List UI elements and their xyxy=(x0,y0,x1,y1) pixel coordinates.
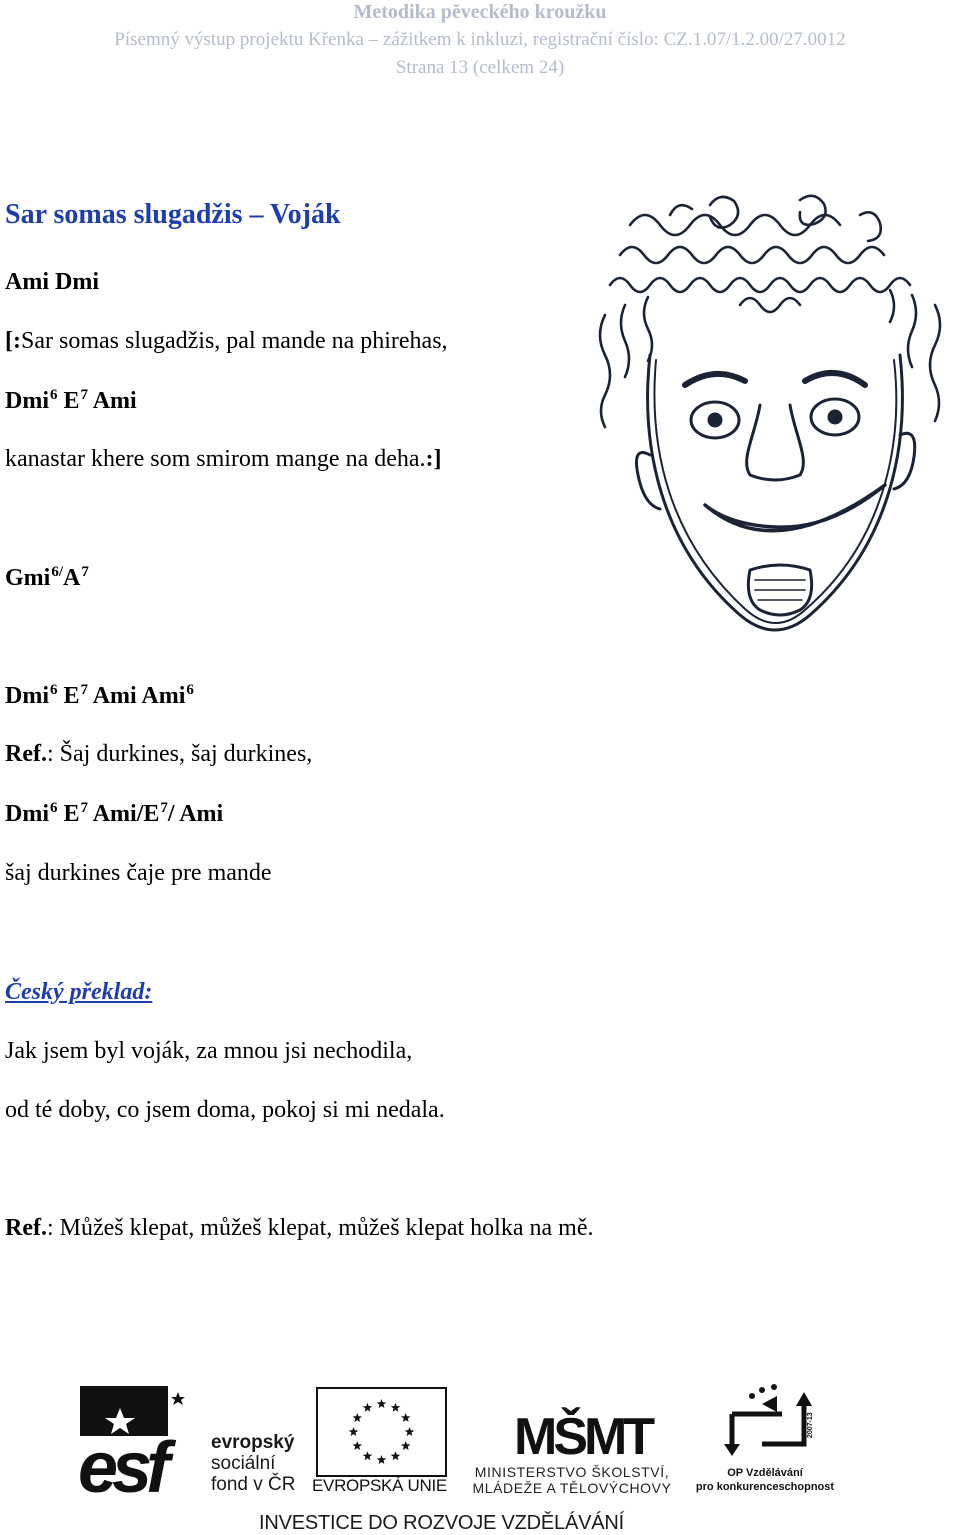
msmt-label xyxy=(456,1464,688,1496)
op-year: 2007-13 xyxy=(807,1412,814,1438)
esf-mark: esf xyxy=(78,1428,165,1508)
refrain-text-1: : Šaj durkines, šaj durkines, xyxy=(46,741,313,767)
translation-heading: Český překlad: xyxy=(5,979,153,1005)
eu-star-icon xyxy=(401,1413,411,1422)
chord-sup: 7 xyxy=(81,564,89,580)
chord-line-2 xyxy=(5,388,137,413)
op-line2: pro konkurenceschopnost xyxy=(695,1481,835,1493)
esf-line2: sociální xyxy=(211,1453,276,1474)
chord-sup: 6/ xyxy=(51,564,63,580)
msmt-line2: MLÁDEŽE A TĚLOVÝCHOVY xyxy=(472,1480,672,1496)
chord: E xyxy=(63,683,80,709)
chord-sup: 7 xyxy=(160,800,168,816)
translation-line-2: od té doby, co jsem doma, pokoj si mi nedala. xyxy=(5,1097,445,1123)
chord: Ami/E xyxy=(92,801,160,827)
chord-line-4 xyxy=(5,683,194,708)
msmt-mark: MŠMT xyxy=(514,1408,652,1466)
msmt-logo-icon xyxy=(512,1384,652,1466)
eu-star-icon xyxy=(391,1403,401,1412)
refrain-line-2: šaj durkines čaje pre mande xyxy=(5,860,272,886)
chord-sup: 6 xyxy=(186,682,194,698)
translation-refrain xyxy=(5,1216,593,1240)
chord-sup: 6 xyxy=(50,387,58,403)
face-drawing-icon xyxy=(590,185,955,655)
chord-sup: 6 xyxy=(50,800,58,816)
esf-logo-icon xyxy=(78,1386,210,1508)
chord: A xyxy=(63,565,81,591)
verse-text-1: Sar somas slugadžis, pal mande na phirehas, xyxy=(20,328,448,354)
eu-star-icon xyxy=(353,1441,363,1450)
chord-line-3 xyxy=(5,565,89,590)
translation-refrain-text: : Můžeš klepat, můžeš klepat, můžeš klepat holka na mě. xyxy=(46,1215,594,1241)
verse-line-1 xyxy=(5,329,448,353)
translation-line-1: Jak jsem byl voják, za mnou jsi nechodila, xyxy=(5,1038,413,1064)
chord: E xyxy=(63,801,80,827)
chord-sup: 6 xyxy=(50,682,58,698)
eu-star-icon xyxy=(353,1413,363,1422)
refrain-label: Ref. xyxy=(5,741,47,767)
msmt-line1: MINISTERSTVO ŠKOLSTVÍ, xyxy=(474,1464,670,1480)
eu-star-icon xyxy=(401,1441,411,1450)
op-line1: OP Vzdělávání xyxy=(727,1467,803,1479)
refrain-label: Ref. xyxy=(5,1215,47,1241)
chord: Ami Ami xyxy=(92,683,186,709)
eu-label: EVROPSKÁ UNIE xyxy=(312,1476,447,1495)
verse-text-2: kanastar khere som smirom mange na deha. xyxy=(5,446,426,472)
eu-star-icon xyxy=(349,1427,359,1436)
refrain-line-1 xyxy=(5,742,312,766)
esf-line1: evropský xyxy=(211,1432,295,1453)
op-logo-icon xyxy=(722,1384,814,1464)
eu-star-icon xyxy=(363,1403,373,1412)
header-page: Strana 13 (celkem 24) xyxy=(395,57,565,78)
chord: Gmi xyxy=(5,565,51,591)
chord-sup: 7 xyxy=(80,682,89,698)
chord: Dmi xyxy=(5,388,49,414)
repeat-open: [: xyxy=(5,328,21,354)
eu-star-icon xyxy=(363,1451,373,1460)
song-title: Sar somas slugadžis – Voják xyxy=(5,199,341,230)
chord: Dmi xyxy=(5,801,49,827)
eu-flag-icon xyxy=(316,1387,447,1477)
verse-line-2 xyxy=(5,447,442,471)
repeat-close: :] xyxy=(425,446,442,472)
eu-star-icon xyxy=(377,1399,387,1408)
esf-label xyxy=(211,1432,295,1495)
chord: / Ami xyxy=(167,801,224,827)
chord: E xyxy=(63,388,80,414)
chord-line-1: Ami Dmi xyxy=(5,269,99,295)
header-title: Metodika pěveckého kroužku xyxy=(353,1,607,23)
chord-sup: 7 xyxy=(80,387,89,403)
chord: Ami xyxy=(92,388,137,414)
eu-star-icon xyxy=(405,1427,415,1436)
header-project: Písemný výstup projektu Křenka – zážitkem k inkluzi, registrační číslo: CZ.1.07/1.2.00/27.0012 xyxy=(114,29,846,50)
footer-text: INVESTICE DO ROZVOJE VZDĚLÁVÁNÍ xyxy=(259,1512,624,1534)
esf-line3: fond v ČR xyxy=(211,1474,296,1495)
op-label xyxy=(690,1466,840,1494)
chord: Dmi xyxy=(5,683,49,709)
chord-line-5 xyxy=(5,801,223,826)
eu-star-icon xyxy=(391,1451,401,1460)
eu-star-icon xyxy=(377,1455,387,1464)
chord-sup: 7 xyxy=(80,800,89,816)
